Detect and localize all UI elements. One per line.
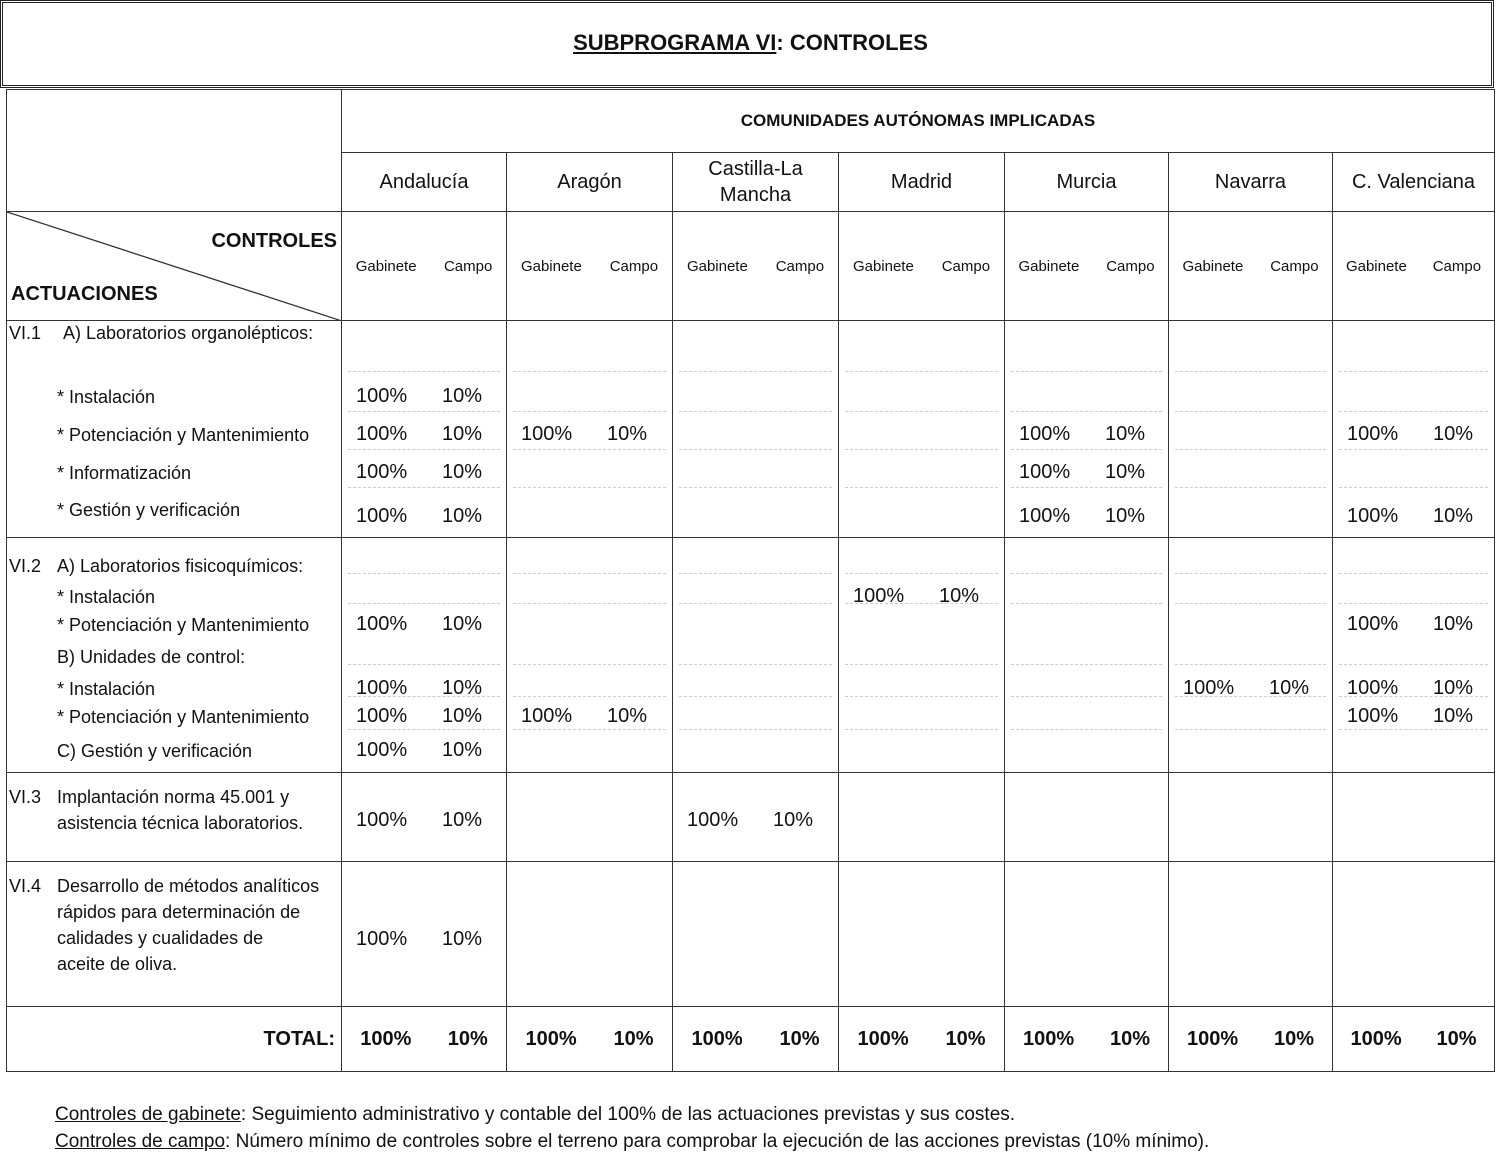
- cell-valenciana: [1333, 773, 1495, 862]
- controls-table: [6, 89, 1495, 1072]
- gabinete-value: 100%: [356, 461, 408, 483]
- row-separator: [1339, 487, 1488, 488]
- campo-value: 10%: [442, 613, 483, 635]
- total-navarra: [1169, 1007, 1333, 1072]
- cell-navarra: [1169, 538, 1333, 773]
- cell-valenciana: [1333, 321, 1495, 538]
- row-separator: [1011, 449, 1162, 450]
- total-campo-value: 10%: [447, 1027, 488, 1050]
- header-blank: [7, 90, 342, 212]
- row-separator: [1175, 449, 1326, 450]
- actuacion-4: [7, 862, 342, 1007]
- total-campo-value: 10%: [779, 1027, 820, 1050]
- region-aragon: Aragón: [507, 153, 673, 212]
- cell-andalucia: [342, 862, 507, 1007]
- gabinete-value: 100%: [356, 677, 408, 699]
- campo-label: Campo: [1432, 257, 1482, 275]
- campo-value: 10%: [1433, 423, 1474, 445]
- cell-murcia: [1005, 773, 1169, 862]
- cell-murcia: [1005, 862, 1169, 1007]
- row-separator: [1175, 729, 1326, 730]
- total-campo-value: 10%: [1436, 1027, 1477, 1050]
- cell-murcia: [1005, 538, 1169, 773]
- row-separator: [1175, 573, 1326, 574]
- row-separator: [1339, 411, 1488, 412]
- cell-andalucia: [342, 773, 507, 862]
- gabinete-value: 100%: [853, 585, 905, 607]
- row-separator: [513, 371, 666, 372]
- actuacion-line: * Potenciación y Mantenimiento: [57, 425, 310, 445]
- gabinete-value: 100%: [356, 385, 408, 407]
- total-andalucia: [342, 1007, 507, 1072]
- campo-value: 10%: [1105, 505, 1146, 527]
- actuacion-line: * Instalación: [57, 679, 156, 699]
- actuacion-line: * Potenciación y Mantenimiento: [57, 615, 310, 635]
- gabinete-value: 100%: [356, 809, 408, 831]
- title-box: [0, 0, 1494, 88]
- campo-value: 10%: [1433, 705, 1474, 727]
- gabinete-label: Gabinete: [1345, 257, 1407, 275]
- row-separator: [679, 411, 832, 412]
- cell-valenciana: [1333, 862, 1495, 1007]
- total-gabinete-value: 100%: [525, 1027, 577, 1050]
- row-separator: [679, 449, 832, 450]
- subheader-madrid: [839, 212, 1005, 321]
- campo-value: 10%: [1105, 423, 1146, 445]
- row-separator: [1339, 573, 1488, 574]
- cell-madrid: [839, 862, 1005, 1007]
- total-murcia: [1005, 1007, 1169, 1072]
- diagonal-header: [7, 212, 342, 321]
- row-separator: [513, 487, 666, 488]
- total-valenciana: [1333, 1007, 1495, 1072]
- gabinete-label: Gabinete: [355, 257, 417, 275]
- actuacion-line: * Instalación: [57, 387, 156, 407]
- total-campo-value: 10%: [1274, 1027, 1315, 1050]
- gabinete-value: 100%: [1183, 677, 1235, 699]
- campo-value: 10%: [1269, 677, 1310, 699]
- actuacion-1: [7, 321, 342, 538]
- row-separator: [1175, 411, 1326, 412]
- row-separator: [1175, 664, 1326, 665]
- actuacion-2: [7, 538, 342, 773]
- gabinete-value: 100%: [1019, 505, 1071, 527]
- gabinete-value: 100%: [1347, 705, 1399, 727]
- cell-valenciana: [1333, 538, 1495, 773]
- campo-value: 10%: [442, 739, 483, 761]
- campo-value: 10%: [442, 677, 483, 699]
- row-separator: [1339, 449, 1488, 450]
- cell-castilla: [673, 321, 839, 538]
- footer-campo: Controles de campo: Número mínimo de controles sobre el terreno para comprobar la ejecución de las acciones previstas (10% mínimo).: [55, 1131, 1210, 1152]
- row-separator: [679, 696, 832, 697]
- row-separator: [845, 449, 998, 450]
- gabinete-value: 100%: [1347, 613, 1399, 635]
- total-gabinete-value: 100%: [691, 1027, 743, 1050]
- row-separator: [1011, 696, 1162, 697]
- row-separator: [348, 487, 500, 488]
- campo-label: Campo: [1270, 257, 1319, 275]
- row-separator: [845, 696, 998, 697]
- total-gabinete-value: 100%: [1350, 1027, 1402, 1050]
- gabinete-value: 100%: [687, 809, 739, 831]
- subheader-valenciana: [1333, 212, 1495, 321]
- region-madrid: Madrid: [839, 153, 1005, 212]
- actuacion-line: C) Gestión y verificación: [57, 741, 253, 761]
- cell-madrid: [839, 321, 1005, 538]
- row-separator: [513, 411, 666, 412]
- campo-value: 10%: [442, 705, 483, 727]
- campo-label: Campo: [609, 257, 659, 275]
- campo-value: 10%: [442, 423, 483, 445]
- campo-value: 10%: [773, 809, 814, 831]
- gabinete-label: Gabinete: [1018, 257, 1080, 275]
- campo-value: 10%: [442, 505, 483, 527]
- actuacion-line: B) Unidades de control:: [57, 647, 246, 667]
- actuacion-line: A) Laboratorios fisicoquímicos:: [57, 556, 304, 576]
- gabinete-value: 100%: [356, 928, 408, 950]
- cell-aragon: [507, 321, 673, 538]
- campo-value: 10%: [1433, 505, 1474, 527]
- gabinete-label: Gabinete: [686, 257, 748, 275]
- cell-navarra: [1169, 321, 1333, 538]
- total-aragon: [507, 1007, 673, 1072]
- row-separator: [1339, 664, 1488, 665]
- actuacion-3: [7, 773, 342, 862]
- row-separator: [1175, 487, 1326, 488]
- campo-value: 10%: [1105, 461, 1146, 483]
- row-separator: [679, 487, 832, 488]
- cell-andalucia: [342, 538, 507, 773]
- gabinete-value: 100%: [521, 423, 573, 445]
- campo-value: 10%: [939, 585, 980, 607]
- row-separator: [679, 729, 832, 730]
- row-separator: [1339, 729, 1488, 730]
- campo-value: 10%: [607, 705, 648, 727]
- cell-navarra: [1169, 773, 1333, 862]
- row-separator: [845, 487, 998, 488]
- actuacion-code: VI.3: [9, 787, 42, 807]
- row-separator: [348, 411, 500, 412]
- subheader-castilla: [673, 212, 839, 321]
- row-separator: [845, 411, 998, 412]
- row-separator: [679, 603, 832, 604]
- row-separator: [1175, 371, 1326, 372]
- row-separator: [513, 449, 666, 450]
- actuaciones-label: ACTUACIONES: [11, 283, 158, 305]
- actuacion-code: VI.1: [9, 323, 42, 343]
- row-separator: [1011, 573, 1162, 574]
- campo-label: Campo: [443, 257, 493, 275]
- row-separator: [845, 729, 998, 730]
- campo-value: 10%: [442, 461, 483, 483]
- gabinete-value: 100%: [1347, 505, 1399, 527]
- region-andalucia: Andalucía: [342, 153, 507, 212]
- row-separator: [513, 603, 666, 604]
- gabinete-label: Gabinete: [520, 257, 582, 275]
- cell-madrid: [839, 538, 1005, 773]
- gabinete-value: 100%: [356, 705, 408, 727]
- total-campo-value: 10%: [613, 1027, 654, 1050]
- actuacion-line: A) Laboratorios organolépticos:: [63, 323, 314, 343]
- row-separator: [1011, 411, 1162, 412]
- subheader-andalucia: [342, 212, 507, 321]
- row-separator: [679, 664, 832, 665]
- actuacion-line: * Instalación: [57, 587, 156, 607]
- gabinete-label: Gabinete: [1182, 257, 1244, 275]
- actuacion-line: asistencia técnica laboratorios.: [57, 813, 304, 833]
- campo-value: 10%: [442, 928, 483, 950]
- total-gabinete-value: 100%: [857, 1027, 909, 1050]
- campo-value: 10%: [442, 809, 483, 831]
- gabinete-value: 100%: [356, 505, 408, 527]
- region-murcia: Murcia: [1005, 153, 1169, 212]
- cell-madrid: [839, 773, 1005, 862]
- row-separator: [348, 371, 500, 372]
- subheader-navarra: [1169, 212, 1333, 321]
- row-separator: [1011, 664, 1162, 665]
- campo-value: 10%: [1433, 613, 1474, 635]
- campo-label: Campo: [941, 257, 991, 275]
- row-separator: [348, 729, 500, 730]
- row-separator: [348, 664, 500, 665]
- row-separator: [348, 449, 500, 450]
- campo-label: Campo: [775, 257, 825, 275]
- row-separator: [845, 664, 998, 665]
- region-valenciana: C. Valenciana: [1333, 153, 1495, 212]
- row-separator: [1175, 603, 1326, 604]
- cell-castilla: [673, 862, 839, 1007]
- cell-aragon: [507, 538, 673, 773]
- gabinete-value: 100%: [356, 739, 408, 761]
- row-separator: [1011, 371, 1162, 372]
- gabinete-value: 100%: [521, 705, 573, 727]
- cell-castilla: [673, 538, 839, 773]
- actuacion-line: rápidos para determinación de: [57, 902, 301, 922]
- total-castilla: [673, 1007, 839, 1072]
- row-separator: [513, 664, 666, 665]
- total-campo-value: 10%: [945, 1027, 986, 1050]
- cell-aragon: [507, 773, 673, 862]
- row-separator: [1011, 729, 1162, 730]
- row-separator: [1011, 603, 1162, 604]
- gabinete-value: 100%: [1347, 677, 1399, 699]
- total-gabinete-value: 100%: [1186, 1027, 1239, 1050]
- row-separator: [513, 696, 666, 697]
- total-label: TOTAL:: [7, 1007, 342, 1072]
- campo-value: 10%: [1433, 677, 1474, 699]
- row-separator: [679, 371, 832, 372]
- row-separator: [679, 573, 832, 574]
- region-navarra: Navarra: [1169, 153, 1333, 212]
- total-campo-value: 10%: [1110, 1027, 1151, 1050]
- actuacion-line: * Informatización: [57, 463, 192, 483]
- cell-murcia: [1005, 321, 1169, 538]
- row-separator: [1011, 487, 1162, 488]
- comunidades-header: COMUNIDADES AUTÓNOMAS IMPLICADAS: [342, 90, 1495, 153]
- row-separator: [348, 603, 500, 604]
- region-castilla: Castilla-La Mancha: [673, 153, 839, 212]
- footer-gabinete: Controles de gabinete: Seguimiento administrativo y contable del 100% de las actuaciones previstas y sus costes.: [55, 1104, 1016, 1125]
- row-separator: [845, 573, 998, 574]
- cell-navarra: [1169, 862, 1333, 1007]
- actuacion-code: VI.4: [9, 876, 42, 896]
- subheader-aragon: [507, 212, 673, 321]
- cell-andalucia: [342, 321, 507, 538]
- row-separator: [845, 371, 998, 372]
- gabinete-value: 100%: [1019, 461, 1071, 483]
- cell-castilla: [673, 773, 839, 862]
- gabinete-value: 100%: [356, 423, 408, 445]
- subheader-murcia: [1005, 212, 1169, 321]
- campo-value: 10%: [442, 385, 483, 407]
- total-madrid: [839, 1007, 1005, 1072]
- actuacion-code: VI.2: [9, 556, 42, 576]
- actuacion-line: Implantación norma 45.001 y: [57, 787, 290, 807]
- actuacion-line: * Potenciación y Mantenimiento: [57, 707, 310, 727]
- total-gabinete-value: 100%: [360, 1027, 412, 1050]
- cell-aragon: [507, 862, 673, 1007]
- actuacion-line: Desarrollo de métodos analíticos: [57, 876, 320, 896]
- row-separator: [513, 729, 666, 730]
- gabinete-value: 100%: [356, 613, 408, 635]
- row-separator: [1339, 371, 1488, 372]
- row-separator: [513, 573, 666, 574]
- page-title: SUBPROGRAMA VI: CONTROLES: [573, 30, 928, 55]
- controles-label: CONTROLES: [211, 230, 337, 252]
- actuacion-line: * Gestión y verificación: [57, 500, 241, 520]
- campo-value: 10%: [607, 423, 648, 445]
- total-gabinete-value: 100%: [1022, 1027, 1075, 1050]
- actuacion-line: calidades y cualidades de: [57, 928, 264, 948]
- gabinete-label: Gabinete: [852, 257, 914, 275]
- gabinete-value: 100%: [1347, 423, 1399, 445]
- row-separator: [1339, 603, 1488, 604]
- actuacion-line: aceite de oliva.: [57, 954, 178, 974]
- campo-label: Campo: [1106, 257, 1155, 275]
- gabinete-value: 100%: [1019, 423, 1071, 445]
- row-separator: [348, 573, 500, 574]
